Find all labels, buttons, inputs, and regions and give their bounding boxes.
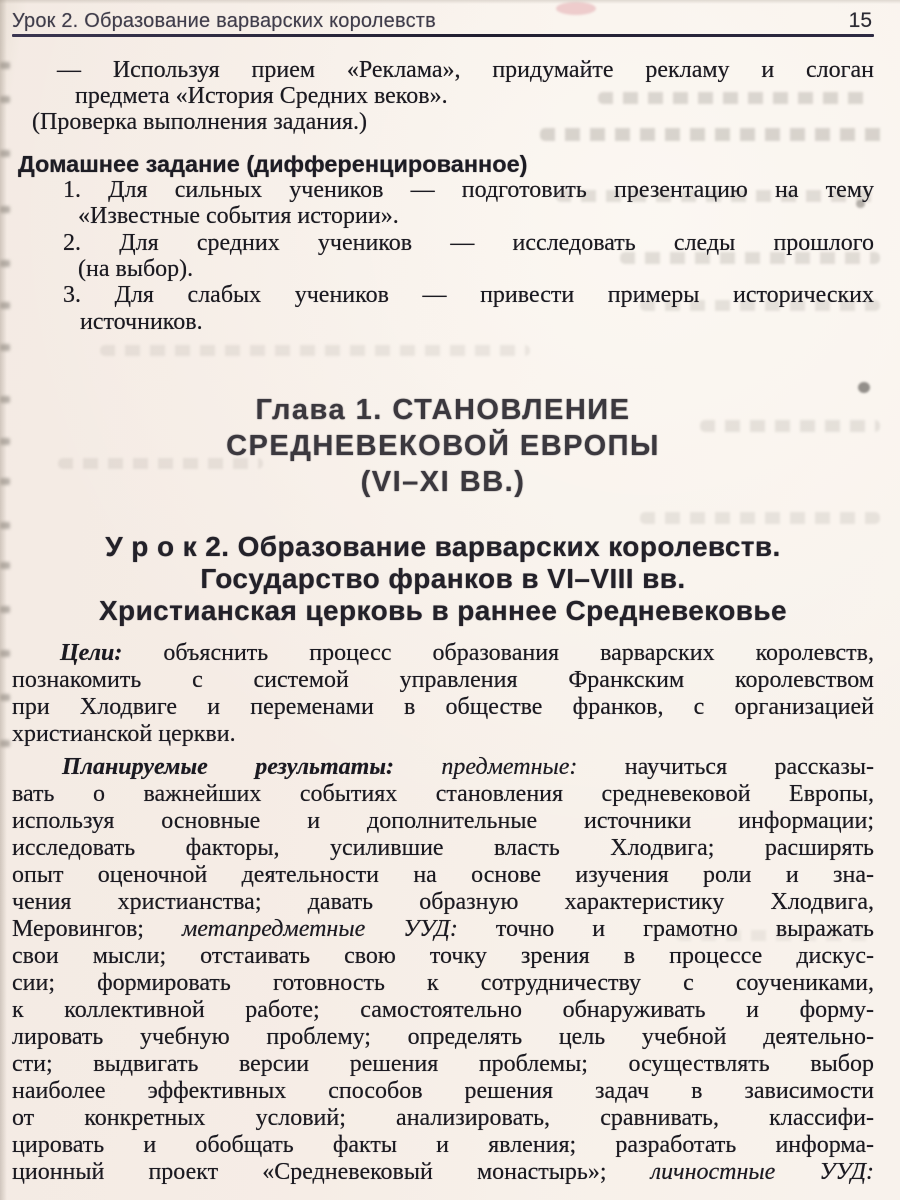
text-segment: 3. Для слабых учеников — привести примеры исторических	[63, 282, 874, 309]
text-segment: свои мысли; отстаивать свою точку зрения в процессе дискус-	[12, 943, 874, 970]
text-segment: сти; выдвигать версии решения проблемы; осуществлять выбор	[12, 1051, 874, 1078]
text-segment: предмета «История Средних веков».	[75, 83, 448, 109]
text-segment: Государство франков в VI–VIII вв.	[200, 563, 686, 595]
text-line	[12, 203, 874, 229]
text-line	[12, 667, 874, 694]
text-line	[12, 595, 874, 627]
text-line	[12, 754, 874, 781]
text-segment: (Проверка выполнения задания.)	[32, 109, 368, 136]
text-line	[12, 177, 874, 203]
text-line	[12, 83, 874, 109]
text-segment: предметные:	[441, 754, 578, 781]
text-segment: Домашнее задание (дифференцированное)	[18, 150, 528, 177]
text-segment	[394, 754, 441, 780]
text-line	[12, 109, 874, 135]
top-edge-shadow	[0, 0, 900, 4]
text-line	[12, 282, 874, 308]
text-line	[12, 862, 874, 889]
text-segment: Планируемые результаты:	[62, 754, 394, 781]
text-segment: Христианская церковь в раннее Средневековье	[98, 595, 788, 627]
note	[12, 109, 874, 135]
text-segment: чения христианства; давать образную характеристику Хлодвига,	[12, 889, 874, 916]
subheading	[12, 151, 874, 177]
paragraph	[12, 640, 874, 748]
page-header	[12, 9, 874, 33]
text-segment: Цели:	[60, 640, 123, 667]
text-segment: от конкретных условий; анализировать, сравнивать, классифи-	[12, 1105, 874, 1132]
text-line	[12, 309, 874, 335]
text-line	[12, 721, 874, 748]
text-segment: сии; формировать готовность к сотрудничеству с соучениками,	[12, 970, 874, 997]
text-line	[12, 943, 874, 970]
text-line	[12, 151, 874, 177]
page-number: 15	[848, 9, 872, 32]
text-segment: У р о к 2. Образование варварских королевств.	[105, 531, 781, 563]
text-line	[12, 1132, 874, 1159]
text-line	[12, 835, 874, 862]
text-line	[12, 256, 874, 282]
text-segment: к коллективной работе; самостоятельно обнаруживать и форму-	[12, 997, 874, 1024]
numbered-list	[12, 177, 874, 335]
text-line	[12, 889, 874, 916]
header-rule	[12, 34, 874, 37]
page-content	[12, 57, 874, 1187]
text-line	[12, 531, 874, 563]
text-line	[12, 781, 874, 808]
text-segment: вать о важнейших событиях становления средневековой Европы,	[12, 781, 874, 808]
text-line	[12, 230, 874, 256]
text-line	[12, 464, 874, 500]
text-segment: (на выбор).	[78, 256, 194, 283]
text-segment: научиться рассказы-	[577, 754, 874, 781]
text-line	[12, 1051, 874, 1078]
text-line	[12, 57, 874, 83]
running-header-title: Урок 2. Образование варварских королевств	[12, 10, 436, 32]
text-line	[12, 997, 874, 1024]
text-line	[12, 916, 874, 943]
text-segment: цировать и обобщать факты и явления; разработать информа-	[12, 1132, 874, 1159]
text-segment: наиболее эффективных способов решения задач в зависимости	[12, 1078, 874, 1105]
text-segment: познакомить с системой управления Франкским королевством	[12, 667, 874, 694]
text-line	[12, 1159, 874, 1186]
text-segment: христианской церкви.	[12, 721, 236, 748]
text-line	[12, 1024, 874, 1051]
text-segment: (VI–XI ВВ.)	[360, 466, 526, 499]
text-segment: метапредметные УУД:	[181, 916, 458, 943]
text-segment: ционный проект «Средневековый монастырь»;	[12, 1159, 651, 1186]
text-line	[12, 563, 874, 595]
text-segment: исследовать факторы, усилившие власть Хлодвига; расширять	[12, 835, 874, 862]
text-line	[12, 1105, 874, 1132]
chapter-heading	[12, 392, 874, 500]
text-segment: 1. Для сильных учеников — подготовить презентацию на тему	[63, 176, 874, 203]
text-segment: при Хлодвиге и переменами в обществе франков, с организацией	[12, 694, 874, 721]
text-segment: — Используя прием «Реклама», придумайте рекламу и слоган	[57, 56, 874, 83]
text-segment: «Известные события истории».	[78, 203, 399, 230]
text-line	[12, 1078, 874, 1105]
lesson-heading	[12, 531, 874, 627]
text-segment: точно и грамотно выражать	[457, 916, 874, 943]
text-line	[12, 640, 874, 667]
text-segment: объяснить процесс образования варварских королевств,	[122, 640, 874, 667]
text-segment: личностные УУД:	[650, 1159, 874, 1186]
text-segment: Глава 1. СТАНОВЛЕНИЕ	[255, 394, 631, 427]
left-edge-shadow	[0, 0, 7, 1200]
text-segment: Меровингов;	[12, 916, 182, 943]
text-segment: используя основные и дополнительные источники информации;	[12, 808, 874, 835]
text-segment: источников.	[80, 308, 203, 335]
text-line	[12, 970, 874, 997]
text-segment: опыт оценочной деятельности на основе изучения роли и зна-	[12, 862, 874, 889]
text-segment: СРЕДНЕВЕКОВОЙ ЕВРОПЫ	[226, 430, 660, 463]
dash-item	[12, 57, 874, 110]
text-line	[12, 392, 874, 428]
text-line	[12, 694, 874, 721]
text-segment: 2. Для средних учеников — исследовать следы прошлого	[63, 229, 874, 256]
text-segment: лировать учебную проблему; определять цель учебной деятельно-	[12, 1024, 874, 1051]
text-line	[12, 808, 874, 835]
text-line	[12, 428, 874, 464]
paragraph	[12, 754, 874, 1186]
